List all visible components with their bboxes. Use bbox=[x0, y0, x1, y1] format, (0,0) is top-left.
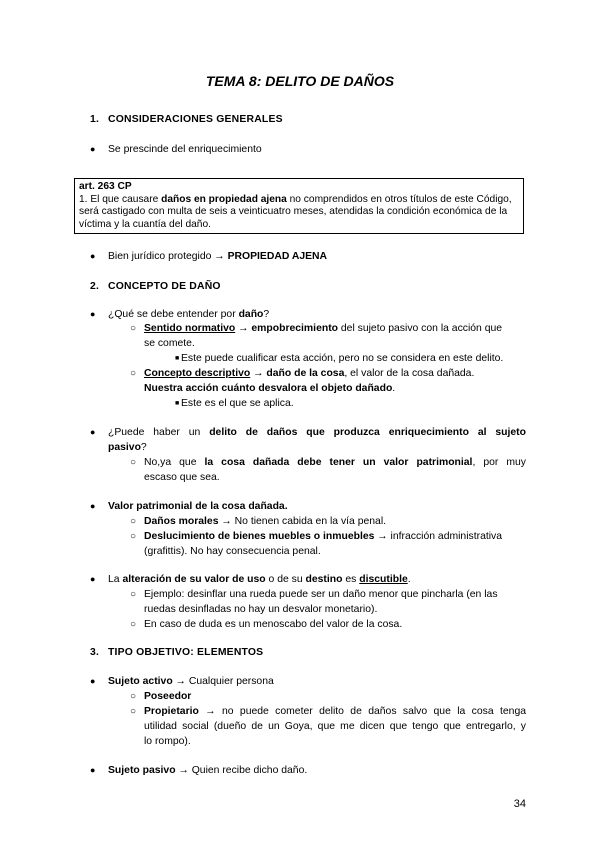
article-text: 1. El que causare daños en propiedad ajena no comprendidos en otros títulos de este Código, será castigado con multa de seis a veinticuatro meses, atendidas la condición económica de la víctima y la cuantía del daño. bbox=[79, 193, 512, 230]
list-item-continuation: ruedas desinfladas no hay un desvalor monetario). bbox=[144, 604, 378, 615]
bullet-icon: ● bbox=[90, 765, 96, 775]
list-item: Sujeto pasivo → Quien recibe dicho daño. bbox=[108, 765, 308, 776]
section-heading: CONCEPTO DE DAÑO bbox=[108, 281, 221, 292]
section-heading: TIPO OBJETIVO: ELEMENTOS bbox=[108, 647, 264, 658]
section-number: 2. bbox=[90, 281, 100, 292]
bullet-icon: ● bbox=[90, 251, 96, 261]
bullet-icon: ● bbox=[90, 309, 96, 319]
bullet-square-icon: ■ bbox=[175, 355, 180, 362]
list-item: Deslucimiento de bienes muebles o inmuebles → infracción administrativa bbox=[144, 531, 503, 542]
list-item: Sujeto activo → Cualquier persona bbox=[108, 676, 274, 687]
bullet-icon: ● bbox=[90, 676, 96, 686]
bullet-icon: ● bbox=[90, 574, 96, 584]
list-item: En caso de duda es un menoscabo del valor de la cosa. bbox=[144, 619, 403, 630]
list-item: Bien jurídico protegido → PROPIEDAD AJENA bbox=[108, 251, 328, 262]
bullet-circle-icon: ○ bbox=[130, 516, 137, 527]
bullet-icon: ● bbox=[90, 144, 96, 154]
list-item: Este es el que se aplica. bbox=[181, 398, 294, 409]
bullet-circle-icon: ○ bbox=[130, 531, 137, 542]
list-item-continuation: pasivo? bbox=[108, 442, 147, 453]
section-number: 1. bbox=[90, 114, 100, 125]
list-item: Sentido normativo → empobrecimiento del sujeto pasivo con la acción que bbox=[144, 323, 503, 334]
section-heading: CONSIDERACIONES GENERALES bbox=[108, 114, 283, 125]
bullet-icon: ● bbox=[90, 427, 96, 437]
list-item: Este puede cualificar esta acción, pero no se considera en este delito. bbox=[181, 353, 504, 364]
list-item: Ejemplo: desinflar una rueda puede ser un daño menor que pincharla (en las bbox=[144, 589, 498, 600]
article-box bbox=[74, 178, 524, 234]
bullet-circle-icon: ○ bbox=[130, 589, 137, 600]
list-item: Poseedor bbox=[144, 691, 192, 702]
page-title: TEMA 8: DELITO DE DAÑOS bbox=[205, 73, 395, 89]
bullet-circle-icon: ○ bbox=[130, 368, 137, 379]
list-item-continuation: escaso que sea. bbox=[144, 472, 220, 483]
bullet-circle-icon: ○ bbox=[130, 619, 137, 630]
page-number: 34 bbox=[513, 798, 526, 810]
article-label: art. 263 CP bbox=[79, 181, 132, 192]
list-item-continuation: se comete. bbox=[144, 338, 195, 349]
list-item-continuation: utilidad social (dueño de un Goya, que me dicen que tengo que entregarlo, y bbox=[144, 721, 526, 732]
list-item: Concepto descriptivo → daño de la cosa, el valor de la cosa dañada. bbox=[144, 368, 475, 379]
list-item: Daños morales → No tienen cabida en la vía penal. bbox=[144, 516, 387, 527]
bullet-circle-icon: ○ bbox=[130, 457, 137, 468]
section-number: 3. bbox=[90, 647, 100, 658]
list-item: Se prescinde del enriquecimiento bbox=[108, 144, 262, 155]
list-item-continuation: (grafittis). No hay consecuencia penal. bbox=[144, 546, 321, 557]
list-item: Propietario → no puede cometer delito de daños salvo que la cosa tenga bbox=[144, 706, 526, 717]
list-item: ¿Puede haber un delito de daños que produzca enriquecimiento al sujeto bbox=[108, 427, 526, 438]
bullet-icon: ● bbox=[90, 501, 96, 511]
list-item-continuation: lo rompo). bbox=[144, 736, 191, 747]
list-item: La alteración de su valor de uso o de su destino es discutible. bbox=[108, 574, 411, 585]
list-item: Valor patrimonial de la cosa dañada. bbox=[108, 501, 288, 512]
list-item: No,ya que la cosa dañada debe tener un valor patrimonial, por muy bbox=[144, 457, 526, 468]
bullet-circle-icon: ○ bbox=[130, 323, 137, 334]
list-item: ¿Qué se debe entender por daño? bbox=[108, 309, 270, 320]
list-item-continuation: Nuestra acción cuánto desvalora el objeto dañado. bbox=[144, 383, 396, 394]
bullet-circle-icon: ○ bbox=[130, 706, 137, 717]
bullet-circle-icon: ○ bbox=[130, 691, 137, 702]
bullet-square-icon: ■ bbox=[175, 400, 180, 407]
